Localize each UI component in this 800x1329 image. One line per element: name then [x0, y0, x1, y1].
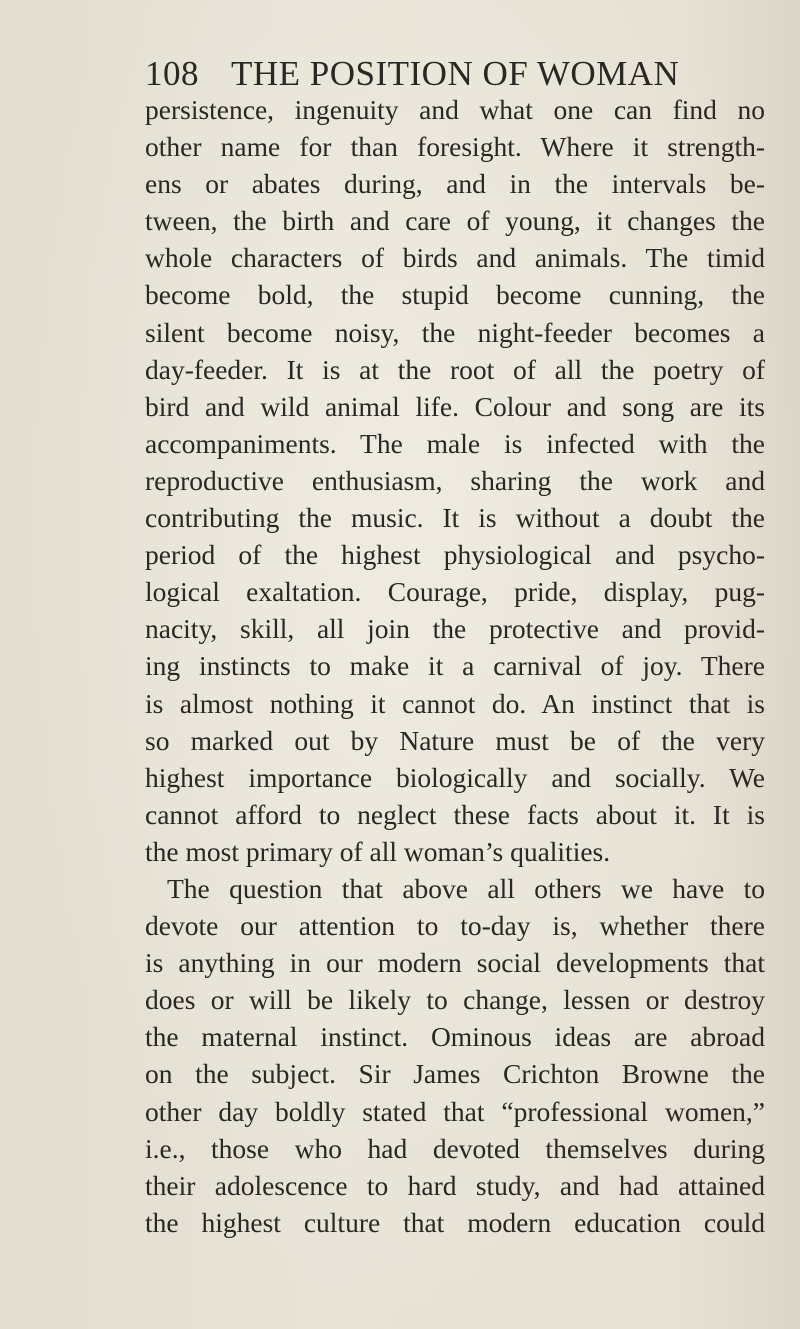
- text-line: so marked out by Nature must be of the very: [145, 724, 765, 756]
- text-line: other name for than foresight. Where it strength-: [145, 131, 765, 163]
- text-line: ens or abates during, and in the intervals be-: [145, 168, 765, 200]
- text-line: contributing the music. It is without a doubt the: [145, 502, 765, 534]
- text-line: other day boldly stated that “professional women,”: [145, 1095, 765, 1127]
- text-line: highest importance biologically and socially. We: [145, 761, 765, 793]
- text-line: nacity, skill, all join the protective and provid-: [145, 613, 765, 645]
- text-line: ing instincts to make it a carnival of joy. There: [145, 650, 765, 682]
- text-line: is almost nothing it cannot do. An instinct that is: [145, 687, 765, 719]
- text-line: reproductive enthusiasm, sharing the work and: [145, 464, 765, 496]
- text-line: silent become noisy, the night-feeder becomes a: [145, 316, 765, 348]
- text-line: become bold, the stupid become cunning, the: [145, 279, 765, 311]
- text-line: cannot afford to neglect these facts about it. It is: [145, 798, 765, 830]
- text-line: logical exaltation. Courage, pride, display, pug-: [145, 576, 765, 608]
- text-line: on the subject. Sir James Crichton Browne the: [145, 1058, 765, 1090]
- paragraph-end-line: the most primary of all woman’s qualities.: [145, 835, 611, 867]
- body-text: [145, 91, 765, 1241]
- page-header: [145, 52, 765, 96]
- paragraph-first-line: The question that above all others we have to: [167, 872, 765, 904]
- text-line: does or will be likely to change, lessen or destroy: [145, 984, 765, 1016]
- text-line: persistence, ingenuity and what one can find no: [145, 94, 765, 125]
- text-line: period of the highest physiological and psycho-: [145, 539, 765, 571]
- text-line: accompaniments. The male is infected with the: [145, 427, 765, 459]
- text-line: the highest culture that modern education could: [145, 1206, 765, 1238]
- page-number: 108: [145, 54, 199, 93]
- running-title: THE POSITION OF WOMAN: [231, 54, 680, 93]
- text-line: bird and wild animal life. Colour and song are its: [145, 390, 765, 422]
- text-line: devote our attention to to-day is, whether there: [145, 910, 765, 942]
- text-line: i.e., those who had devoted themselves during: [145, 1132, 765, 1164]
- text-line: the maternal instinct. Ominous ideas are abroad: [145, 1021, 765, 1053]
- text-line: whole characters of birds and animals. The timid: [145, 242, 765, 274]
- text-line: day-feeder. It is at the root of all the poetry of: [145, 353, 765, 385]
- text-line: tween, the birth and care of young, it changes the: [145, 205, 765, 237]
- text-line: is anything in our modern social developments that: [145, 947, 765, 979]
- text-line: their adolescence to hard study, and had attained: [145, 1169, 765, 1201]
